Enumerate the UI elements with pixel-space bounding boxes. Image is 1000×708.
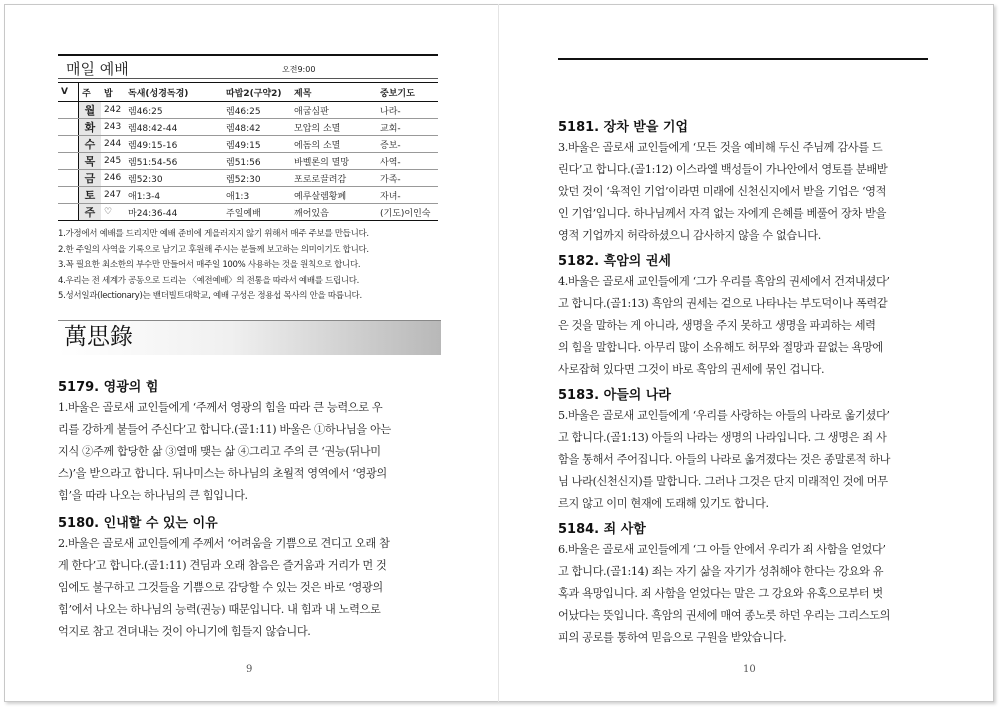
cell-prayer: 자녀-	[377, 187, 438, 204]
cell-reading: 렘46:25	[125, 102, 223, 119]
table-row	[58, 170, 438, 187]
entry-body	[558, 137, 942, 247]
entry-line: 억지로 참고 견뎌내는 것이 아니기에 힘들지 않습니다.	[58, 625, 311, 638]
cell-prayer: (기도)이인숙	[377, 204, 438, 221]
cell-prayer: 가족-	[377, 170, 438, 187]
cell-prayer: 교회-	[377, 119, 438, 136]
entry-line: 고 합니다.(골1:13) 아들의 나라는 생명의 나라입니다. 그 생명은 죄 사	[558, 431, 887, 444]
entry-heading: 5183. 아들의 나라	[558, 388, 671, 403]
entry-line: 님 나라(신천신지)를 말합니다. 그러나 그것은 단지 미래적인 것에 머무	[558, 475, 888, 488]
entry-line: 5.바울은 골로새 교인들에게 ‘우리를 사랑하는 아들의 나라로 옮기셨다’	[558, 409, 890, 422]
cell-num: 245	[101, 153, 125, 170]
entry-line: 2.바울은 골로새 교인들에게 주께서 ‘어려움을 기쁨으로 견디고 오래 참	[58, 537, 390, 550]
entry-line: 리를 강하게 붙들어 주신다’고 합니다.(골1:11) 바울은 ①하나님을 아는	[58, 423, 391, 436]
cell-subject: 애굽심판	[291, 102, 377, 119]
cell-prayer: 증보-	[377, 136, 438, 153]
entry-body	[558, 405, 942, 515]
cell-v	[58, 153, 79, 170]
cell-day: 토	[79, 187, 102, 204]
entry-heading: 5184. 죄 사함	[558, 522, 646, 537]
section-title: 萬思錄	[64, 324, 133, 350]
note-item: 3.꼭 필요한 최소한의 부수만 만들어서 매주일 100% 사용하는 것을 원칙으로 합니다.	[58, 260, 361, 270]
column-header: 밥	[101, 83, 125, 102]
table-row	[58, 102, 438, 119]
entry-line: 임에도 불구하고 그것들을 기쁨으로 감당할 수 있는 것은 바로 ‘영광의	[58, 581, 383, 594]
worship-title: 매일 예배	[66, 60, 129, 78]
worship-time: 오전9:00	[282, 65, 316, 74]
cell-num: 243	[101, 119, 125, 136]
cell-v	[58, 170, 79, 187]
cell-prayer: 나라-	[377, 102, 438, 119]
cell-num: 247	[101, 187, 125, 204]
cell-subject: 모압의 소멸	[291, 119, 377, 136]
page-number: 9	[246, 664, 253, 675]
cell-subject: 바벨론의 멸망	[291, 153, 377, 170]
column-header: V	[58, 83, 79, 102]
entry-body	[58, 397, 440, 507]
entry-body	[558, 539, 942, 649]
left-top-rule	[58, 54, 438, 56]
cell-day: 월	[79, 102, 102, 119]
cell-v	[58, 102, 79, 119]
cell-subject: 예루살렘황폐	[291, 187, 377, 204]
right-top-rule	[558, 58, 928, 60]
entry-line: 혹과 욕망입니다. 죄 사함을 얻었다는 말은 그 강요와 유혹으로부터 벗	[558, 587, 883, 600]
entry-line: 힘’에서 나오는 하나님의 능력(권능) 때문입니다. 내 힘과 내 노력으로	[58, 603, 381, 616]
entry-line: 6.바울은 골로새 교인들에게 ‘그 아들 안에서 우리가 죄 사함을 얻었다’	[558, 543, 886, 556]
note-item: 1.가정에서 예배를 드리지만 예배 준비에 게을러지지 않기 위해서 매주 주보를 만듭니다.	[58, 229, 369, 239]
entry-heading: 5179. 영광의 힘	[58, 380, 159, 395]
column-header: 주	[79, 83, 102, 102]
entry-line: 피의 공로를 통하여 믿음으로 구원을 받았습니다.	[558, 631, 787, 644]
cell-day: 수	[79, 136, 102, 153]
entry-line: 1.바울은 골로새 교인들에게 ‘주께서 영광의 힘을 따라 큰 능력으로 우	[58, 401, 383, 414]
cell-day: 주	[79, 204, 102, 221]
cell-subject: 포로로끌려감	[291, 170, 377, 187]
entry-line: 지식 ②주께 합당한 삶 ③열매 맺는 삶 ④그리고 주의 큰 ‘권능(뒤나미	[58, 445, 381, 458]
table-row	[58, 187, 438, 204]
page-number: 10	[743, 664, 756, 675]
table-row	[58, 153, 438, 170]
entry-line: 의 힘을 말합니다. 아무리 많이 소유해도 허무와 절망과 끝없는 욕망에	[558, 341, 883, 354]
entry-line: 어났다는 뜻입니다. 흑암의 권세에 매여 종노릇 하던 우리는 그리스도의	[558, 609, 891, 622]
entry-line: 게 한다’고 합니다.(골1:11) 견딤과 오래 참음은 즐거움과 거리가 먼 것	[58, 559, 387, 572]
entry-line: 영적 기업까지 허락하셨으니 감사하지 않을 수 없습니다.	[558, 229, 821, 242]
cell-reading: 애1:3-4	[125, 187, 223, 204]
worship-title-rule	[58, 78, 438, 79]
entry-line: 사로잡혀 있다면 그것이 바로 흑암의 권세에 묶인 겁니다.	[558, 363, 825, 376]
entry-line: 함을 통해서 주어집니다. 아들의 나라로 옮겨졌다는 것은 종말론적 하나	[558, 453, 891, 466]
entry-line: 고 합니다.(골1:14) 죄는 자기 삶을 자기가 성취해야 한다는 강요와 유	[558, 565, 884, 578]
entry-line: 고 합니다.(골1:13) 흑암의 권세는 겉으로 나타나는 부도덕이나 폭력같	[558, 297, 888, 310]
column-header: 중보기도	[377, 83, 438, 102]
cell-v	[58, 204, 79, 221]
cell-prayer: 사역-	[377, 153, 438, 170]
entry-line: 힘’을 따라 나오는 하나님의 큰 힘입니다.	[58, 489, 248, 502]
table-row	[58, 136, 438, 153]
cell-v	[58, 136, 79, 153]
entry-heading: 5181. 장차 받을 기업	[558, 120, 689, 135]
entry-line: 린다’고 합니다.(골1:12) 이스라엘 백성들이 가나안에서 영토를 분배받	[558, 163, 888, 176]
cell-v	[58, 187, 79, 204]
column-header: 따밥2(구약2)	[223, 83, 291, 102]
cell-reading: 렘49:15-16	[125, 136, 223, 153]
entry-body	[58, 533, 440, 643]
cell-reading2: 애1:3	[223, 187, 291, 204]
cell-reading2: 렘46:25	[223, 102, 291, 119]
entry-line: 르지 않고 이미 현재에 도래해 있기도 합니다.	[558, 497, 769, 510]
cell-num: 242	[101, 102, 125, 119]
note-item: 2.한 주일의 사역을 기록으로 남기고 후원해 주시는 분들께 보고하는 의미이기도 합니다.	[58, 244, 369, 255]
table-row	[58, 204, 438, 221]
note-item: 5.성서일과(lectionary)는 밴더빌트대학교, 예배 구성은 정용섭 목사의 안을 따릅니다.	[58, 291, 362, 301]
entry-line: 았던 것이 ‘육적인 기업’이라면 미래에 신천신지에서 받을 기업은 ‘영적	[558, 185, 887, 198]
note-item: 4.우리는 전 세계가 공동으로 드리는 〈예전예배〉의 전통을 따라서 예배를 드립니다.	[58, 275, 360, 286]
column-header: 독새(성경독경)	[125, 83, 223, 102]
cell-num: 244	[101, 136, 125, 153]
worship-notes	[58, 227, 442, 305]
entry-line: 스)’을 받으라고 합니다. 뒤나미스는 하나님의 초월적 영역에서 ‘영광의	[58, 467, 387, 480]
cell-reading2: 렘51:56	[223, 153, 291, 170]
cell-day: 목	[79, 153, 102, 170]
cell-subject: 깨어있음	[291, 204, 377, 221]
column-header: 제목	[291, 83, 377, 102]
cell-subject: 에돔의 소멸	[291, 136, 377, 153]
entry-heading: 5180. 인내할 수 있는 이유	[58, 516, 218, 531]
entry-line: 은 것을 말하는 게 아니라, 생명을 주지 못하고 생명을 파괴하는 세력	[558, 319, 876, 332]
cell-reading2: 렘49:15	[223, 136, 291, 153]
cell-day: 금	[79, 170, 102, 187]
entry-line: 4.바울은 골로새 교인들에게 ‘그가 우리를 흑암의 권세에서 건져내셨다’	[558, 275, 890, 288]
cell-reading: 마24:36-44	[125, 204, 223, 221]
cell-reading2: 렘52:30	[223, 170, 291, 187]
entry-line: 인 기업’입니다. 하나님께서 자격 없는 자에게 은혜를 베풀어 장차 받을	[558, 207, 887, 220]
cell-reading2: 렘48:42	[223, 119, 291, 136]
book-gutter	[498, 4, 499, 702]
cell-v	[58, 119, 79, 136]
table-row	[58, 119, 438, 136]
cell-reading: 렘51:54-56	[125, 153, 223, 170]
worship-schedule-table	[58, 82, 438, 221]
cell-reading2: 주일예배	[223, 204, 291, 221]
entry-line: 3.바울은 골로새 교인들에게 ‘모든 것을 예비해 두신 주님께 감사를 드	[558, 141, 883, 154]
cell-num: ♡	[101, 204, 125, 221]
cell-reading: 렘52:30	[125, 170, 223, 187]
cell-day: 화	[79, 119, 102, 136]
cell-reading: 렘48:42-44	[125, 119, 223, 136]
entry-heading: 5182. 흑암의 권세	[558, 254, 671, 269]
table-header-row	[58, 83, 438, 102]
cell-num: 246	[101, 170, 125, 187]
entry-body	[558, 271, 942, 381]
